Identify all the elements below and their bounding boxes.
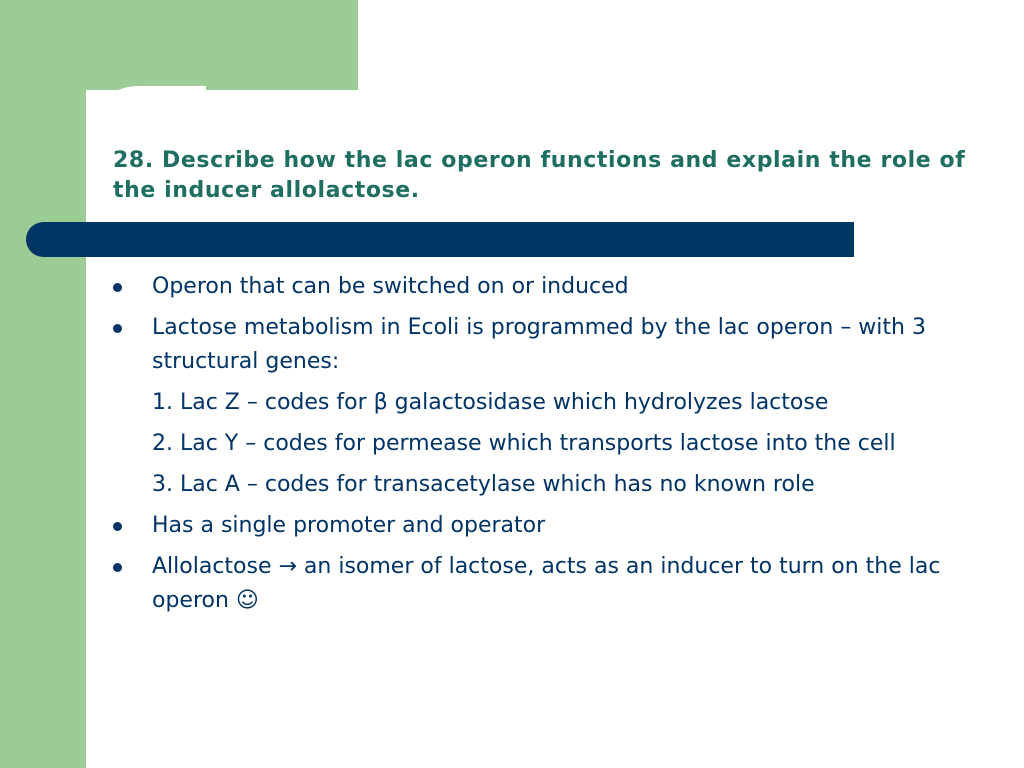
sub-item <box>113 468 993 502</box>
list-item <box>113 509 993 543</box>
list-item-text: Lactose metabolism in Ecoli is programmed by the lac operon – with 3 structural genes: <box>152 315 926 374</box>
list-item <box>113 550 993 618</box>
sub-item-text: 3. Lac A – codes for transacetylase which has no known role <box>152 472 815 497</box>
list-item <box>113 270 993 304</box>
bullet-icon <box>113 283 122 292</box>
sub-item <box>113 386 993 420</box>
list-item <box>113 311 993 379</box>
list-item-text: Has a single promoter and operator <box>152 513 546 538</box>
slide-title: 28. Describe how the lac operon functions and explain the role of the inducer allolactose. <box>113 148 966 203</box>
bullet-icon <box>113 324 122 333</box>
list-item-text: Operon that can be switched on or induced <box>152 274 629 299</box>
sub-item <box>113 427 993 461</box>
sub-item-text: 1. Lac Z – codes for β galactosidase which hydrolyzes lactose <box>152 390 829 415</box>
list-item-text: Allolactose → an isomer of lactose, acts as an inducer to turn on the lac operon ☺ <box>152 554 941 613</box>
bullet-icon <box>113 522 122 531</box>
bullet-list <box>113 270 993 625</box>
title-divider-bar <box>26 222 854 257</box>
green-left-band <box>0 0 86 768</box>
bullet-icon <box>113 563 122 572</box>
sub-item-text: 2. Lac Y – codes for permease which transports lactose into the cell <box>152 431 896 456</box>
